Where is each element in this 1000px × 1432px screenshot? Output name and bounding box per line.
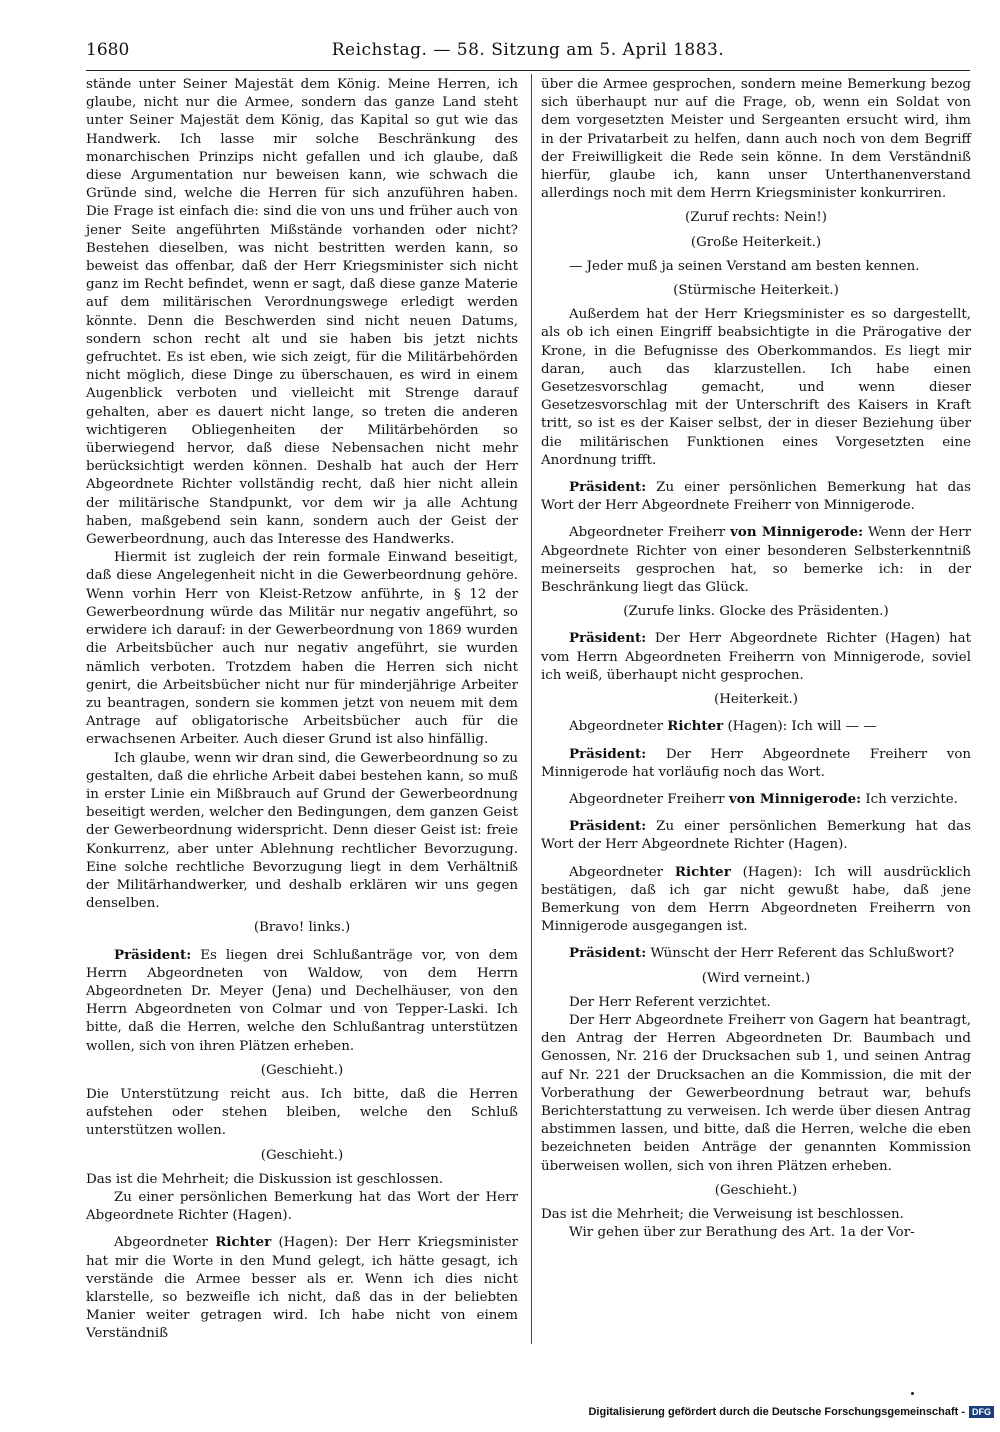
speaker-constituency: (Hagen): bbox=[278, 1235, 339, 1251]
stage-direction: (Wird verneint.) bbox=[701, 970, 811, 986]
speech-text: Der Herr Abgeordnete Richter (Hagen) hat vom Herrn Abgeordneten Freiherrn von Minnigerode, soviel ich weiß, überhaupt nicht gesprochen. bbox=[541, 631, 971, 683]
speaker-name: Richter bbox=[667, 718, 724, 735]
speaker-name: Präsident: bbox=[114, 946, 192, 963]
paragraph: Der Herr Referent verzichtet. bbox=[569, 994, 771, 1010]
paragraph: Die Unterstützung reicht aus. Ich bitte, daß die Herren aufstehen oder stehen bleiben, welche den Schluß unterstützen wollen. bbox=[86, 1086, 518, 1139]
speech-text: Der Herr Abgeordnete Freiherr von Minnigerode hat vorläufig noch das Wort. bbox=[541, 746, 972, 780]
paragraph: Hiermit ist zugleich der rein formale Einwand beseitigt, daß diese Angelegenheit nicht in die Gewerbeordnung gehöre. Wenn vorhin Herr von Kleist-Retzow anführte, in § 12 der Gewerbeordnung würde das Militär nur negativ angeführt, so erwidere ich darauf: in der Gewerbeordnung von 1869 wurden die Arbeitsbücher auch nur negativ angeführt, sie wurden nämlich verboten. Trotzdem haben die Herren sich nicht genirt, die Arbeitsbücher nicht nur für minderjährige Arbeiter zu beantragen, sondern sie kommen jetzt von neuem mit dem Antrage auf obligatorische Arbeitsbücher auch für die erwachsenen Arbeiter. Auch dieser Grund ist also hinfällig. bbox=[86, 550, 518, 748]
speaker-title: Abgeordneter bbox=[569, 864, 664, 880]
right-column bbox=[541, 76, 971, 1242]
stage-direction: (Bravo! links.) bbox=[253, 920, 351, 936]
paragraph: Zu einer persönlichen Bemerkung hat das Wort der Herr Abgeordnete Richter (Hagen). bbox=[86, 1189, 518, 1224]
paragraph: Das ist die Mehrheit; die Verweisung ist beschlossen. bbox=[541, 1206, 904, 1222]
speaker-name: Richter bbox=[215, 1234, 272, 1251]
dfg-logo: DFG bbox=[969, 1406, 994, 1418]
speech-text: Wenn der Herr Abgeordnete Richter von einer besonderen Selbsterkenntniß meinerseits gesprochen hat, so bemerke ich: in der Beschränkung liegt das Glück. bbox=[541, 525, 971, 596]
speech-paragraph bbox=[541, 790, 971, 809]
speech-paragraph bbox=[541, 944, 971, 963]
running-title: Reichstag. — 58. Sitzung am 5. April 1883. bbox=[331, 40, 725, 60]
speech-paragraph bbox=[541, 863, 971, 937]
stage-direction: (Stürmische Heiterkeit.) bbox=[673, 283, 839, 299]
speaker-name: von Minnigerode: bbox=[728, 790, 862, 807]
speech-paragraph bbox=[541, 523, 971, 597]
speech-paragraph bbox=[86, 1233, 518, 1343]
stage-direction: (Geschieht.) bbox=[260, 1062, 344, 1078]
paragraph: Wir gehen über zur Berathung des Art. 1a der Vor- bbox=[569, 1225, 915, 1241]
speech-text: Der Herr Kriegsminister hat mir die Worte in den Mund gelegt, ich hätte gesagt, ich verstände die Armee besser als er. Wenn ich dies nicht klarstelle, so bezweifle ich nicht, daß das in der beliebten Manier weiter getragen wird. Ich habe nicht von einem Verständniß bbox=[86, 1235, 518, 1342]
speech-paragraph bbox=[541, 817, 971, 854]
digitization-footer bbox=[588, 1406, 994, 1418]
speech-text: (Hagen): Ich will — — bbox=[727, 719, 877, 735]
paragraph: stände unter Seiner Majestät dem König. Meine Herren, ich glaube, nicht nur die Armee, sondern das ganze Land steht unter Seiner Majestät dem König, das Kapital so gut wie das Handwerk. Ich lasse mir solche Beschränkung des monarchischen Prinzips nicht gefallen und ich glaube, daß diese Argumentation nur beweisen kann, wie schwach die Gründe sind, welche die Herren für sich anzuführen haben. Die Frage ist einfach die: sind die von uns und früher auch von jener Seite angeführten Mißstände vorhanden oder nicht? Bestehen dieselben, was nicht bestritten werden kann, so beweist das offenbar, daß der Herr Kriegsminister sich nicht ganz im Recht befindet, wenn er sagt, daß diese ganze Materie auf dem militärischen Verordnungswege erledigt werden könnte. Denn die Beschwerden sind nicht neuen Datums, sondern schon recht alt und sie haben bis jetzt nichts gefruchtet. Es ist eben, wie sich zeigt, für die Militärbehörden nicht möglich, diese Dinge zu überschauen, es wird in einem Augenblick verboten und vielleicht mit Strenge darauf gehalten, aber es dauert nicht lange, so treten die anderen wichtigeren Obliegenheiten der Militärbehörden so überwiegend hervor, daß diese Nebensachen nicht mehr berücksichtigt werden können. Deshalb hat auch der Herr Abgeordnete Richter vollständig recht, daß hier nicht allein der militärische Standpunkt, vor dem wir ja alle Achtung haben, maßgebend sein kann, sondern auch der Geist der Gewerbeordnung, auch das Interesse des Handwerks. bbox=[86, 77, 518, 548]
stage-direction: (Große Heiterkeit.) bbox=[690, 234, 822, 250]
speaker-title: Abgeordneter bbox=[569, 719, 664, 735]
paragraph: über die Armee gesprochen, sondern meine Bemerkung bezog sich überhaupt nur auf die Frage, ob, wenn ein Soldat von dem vorgesetzten Meister und Sergeanten ersucht wird, ihm in der Privatarbeit zu helfen, dann auch noch von dem Begriff der Freiwilligkeit die Rede sein könne. In dem Verständniß hierfür, glaube ich, kann unser Unterthanenverstand allerdings noch mit dem Herrn Kriegsminister konkurriren. bbox=[541, 77, 971, 202]
speaker-name: Präsident: bbox=[569, 630, 647, 647]
stage-direction: (Zurufe links. Glocke des Präsidenten.) bbox=[623, 604, 889, 620]
speaker-name: von Minnigerode: bbox=[730, 524, 864, 541]
paragraph: Ich glaube, wenn wir dran sind, die Gewerbeordnung so zu gestalten, daß die ehrliche Arbeit dabei bestehen kann, so muß in erster Linie ein Mißbrauch auf Grund der Gewerbeordnung beseitigt werden, welcher den Bedingungen, dem ganzen Geist der Gewerbeordnung widerspricht. Denn dieser Geist ist: freie Konkurrenz, aber unter Ablehnung rechtlicher Bevorzugung. Eine solche rechtliche Bevorzugung liegt in dem Verhältniß der Militärhandwerker, und deshalb erklären wir uns gegen denselben. bbox=[86, 750, 518, 912]
speech-paragraph bbox=[541, 717, 971, 736]
speech-text: Zu einer persönlichen Bemerkung hat das Wort der Herr Abgeordnete Richter (Hagen). bbox=[541, 819, 971, 853]
speech-text: Wünscht der Herr Referent das Schlußwort? bbox=[650, 946, 955, 962]
stage-direction: (Zuruf rechts: Nein!) bbox=[684, 210, 827, 226]
speech-paragraph bbox=[541, 478, 971, 515]
print-speck bbox=[911, 1392, 914, 1395]
speech-text: Zu einer persönlichen Bemerkung hat das Wort der Herr Abgeordnete Freiherr von Minnigerode. bbox=[541, 480, 971, 514]
column-divider bbox=[531, 74, 532, 1344]
speech-paragraph bbox=[86, 946, 518, 1056]
stage-direction: (Geschieht.) bbox=[260, 1147, 344, 1163]
left-column bbox=[86, 76, 518, 1344]
speaker-name: Richter bbox=[674, 863, 731, 880]
speaker-title: Abgeordneter Freiherr bbox=[569, 791, 725, 807]
footer-credit: Digitalisierung gefördert durch die Deutsche Forschungsgemeinschaft - bbox=[588, 1406, 965, 1418]
paragraph: Der Herr Abgeordnete Freiherr von Gagern hat beantragt, den Antrag der Herren Abgeordneten Dr. Baumbach und Genossen, Nr. 216 der Drucksachen sub 1, und seinen Antrag auf Nr. 221 der Drucksachen an die Kommission, die mit der Vorberathung der Gewerbeordnung betraut war, behufs Berichterstattung zu verweisen. Ich werde über diesen Antrag abstimmen lassen, und bitte, daß die Herren, welche die eben bezeichneten beiden Anträge der genannten Kommission überweisen wollen, sich von ihren Plätzen erheben. bbox=[541, 1012, 971, 1174]
speech-paragraph bbox=[541, 629, 971, 685]
page-number: 1680 bbox=[86, 40, 130, 60]
paragraph: Das ist die Mehrheit; die Diskussion ist geschlossen. bbox=[86, 1171, 444, 1187]
speech-text: (Hagen): Ich will ausdrücklich bestätigen, daß ich gar nicht gewußt habe, daß jene Bemerkung von dem Herrn Abgeordneten Freiherrn von Minnigerode ausgegangen ist. bbox=[541, 864, 972, 935]
paragraph: Außerdem hat der Herr Kriegsminister es so dargestellt, als ob ich einen Eingriff beabsichtigte in die Prärogative der Krone, in die Befugnisse des Oberkommandos. Es liegt mir daran, auch das klarzustellen. Ich habe einen Gesetzesvorschlag gemacht, und wenn dieser Gesetzesvorschlag mit der Unterschrift des Kaisers in Kraft tritt, so ist es der Kaiser selbst, der in dieser Beziehung über die militärischen Funktionen eines Vorgesetzten eine Anordnung trifft. bbox=[541, 307, 971, 468]
speech-paragraph bbox=[541, 745, 971, 782]
speaker-name: Präsident: bbox=[569, 945, 647, 962]
speaker-name: Präsident: bbox=[569, 745, 647, 762]
page-header bbox=[86, 36, 970, 66]
paragraph: — Jeder muß ja seinen Verstand am besten kennen. bbox=[569, 258, 920, 274]
stage-direction: (Geschieht.) bbox=[714, 1182, 798, 1198]
header-rule bbox=[86, 70, 970, 71]
speaker-name: Präsident: bbox=[569, 818, 647, 835]
speaker-name: Präsident: bbox=[569, 479, 647, 496]
speaker-title: Abgeordneter bbox=[114, 1235, 209, 1251]
stage-direction: (Heiterkeit.) bbox=[714, 692, 798, 708]
speaker-title: Abgeordneter Freiherr bbox=[569, 525, 726, 541]
speech-text: Es liegen drei Schlußanträge vor, von dem Herrn Abgeordneten von Waldow, von dem Herrn Abgeordneten Dr. Meyer (Jena) und Dechelhäuser, von den Herrn Abgeordneten von Colmar und von Tepper-Laski. Ich bitte, daß die Herren, welche den Schlußantrag unterstützen wollen, sich von ihren Plätzen erheben. bbox=[86, 947, 518, 1054]
speech-text: Ich verzichte. bbox=[865, 791, 958, 807]
